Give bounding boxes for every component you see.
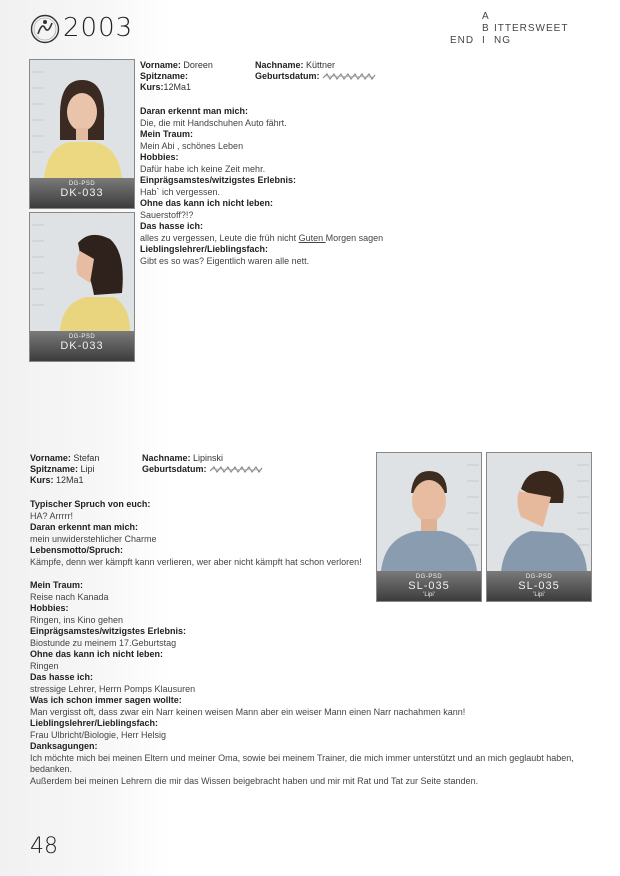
student2-answers-top: Typischer Spruch von euch: HA? Arrrrr! Daran erkennt man mich: mein unwiderstehlicher Charme Lebensmotto/Spruch: Kämpfe, denn wer kämpft kann verlieren, wer aber nicht kämpft hat schon verloren!: [30, 499, 362, 567]
student2-spitzname: Spitzname: Lipi: [30, 464, 95, 474]
student1-vorname: Vorname: Doreen: [140, 60, 213, 70]
student1-nachname: Nachname: Küttner: [255, 60, 336, 70]
student1-kurs: Kurs:12Ma1: [140, 82, 192, 92]
student2-answers-bottom: Mein Traum: Reise nach Kanada Hobbies: Ringen, ins Kino gehen Einprägsamstes/witzigstes Erlebnis: Biostunde zu meinem 17.Geburtstag Ohne das kann ich nicht leben: Ringen Das hasse ich: stressige Lehrer, Herrn Pomps Klausuren Was ich schon immer sagen wollte: Man vergisst oft, dass zwar ein Narr keinen weisen Mann aber ein weiser Mann einen Narr nachahmen kann! Lieblingslehrer/Lieblingsfach: Frau Ulbricht/Biologie, Herr Helsig Danksagungen: Ich möchte mich bei meinen Eltern und meiner Oma, sowie bei meinem Trainer, die mich immer unterstützt und an mich geglaubt haben, bedanken. Außerdem bei meinen Lehrern die mir das Wissen beigebracht haben und mir mit Rat und Tat zur Seite standen.: [30, 580, 574, 786]
student2-photo-profile: DG-PSD SL-035 'Lipi': [486, 452, 592, 602]
student1-photo-front: DG-PSD DK-033: [29, 59, 135, 209]
redacted-birthdate-icon: [322, 72, 376, 81]
student2-photo-front: DG-PSD SL-035 'Lipi': [376, 452, 482, 602]
student2-kurs: Kurs: 12Ma1: [30, 475, 84, 485]
page-number: 48: [30, 834, 58, 859]
student2-geburtsdatum: Geburtsdatum:: [142, 464, 263, 475]
student1-spitzname: Spitzname:: [140, 71, 189, 81]
student1-answers: Daran erkennt man mich: Die, die mit Handschuhen Auto fährt. Mein Traum: Mein Abi , schönes Leben Hobbies: Dafür habe ich keine Zeit mehr. Einprägsamstes/witzigstes Erlebnis: Hab` ich vergessen. Ohne das kann ich nicht leben: Sauerstoff?!? Das hasse ich: alles zu vergessen, Leute die früh nicht Guten Morgen sagen Lieblingslehrer/Lieblingsfach: Gibt es so was? Eigentlich waren alle nett.: [140, 106, 384, 266]
school-logo-icon: [30, 14, 60, 44]
abi-title: A B ITTERSWEET END I NG: [450, 11, 569, 46]
student1-photo-profile: DG-PSD DK-033: [29, 212, 135, 362]
student1-geburtsdatum: Geburtsdatum:: [255, 71, 376, 82]
redacted-birthdate-icon: [209, 465, 263, 474]
student2-vorname: Vorname: Stefan: [30, 453, 100, 463]
year-title: 2003: [63, 13, 134, 43]
student2-nachname: Nachname: Lipinski: [142, 453, 224, 463]
